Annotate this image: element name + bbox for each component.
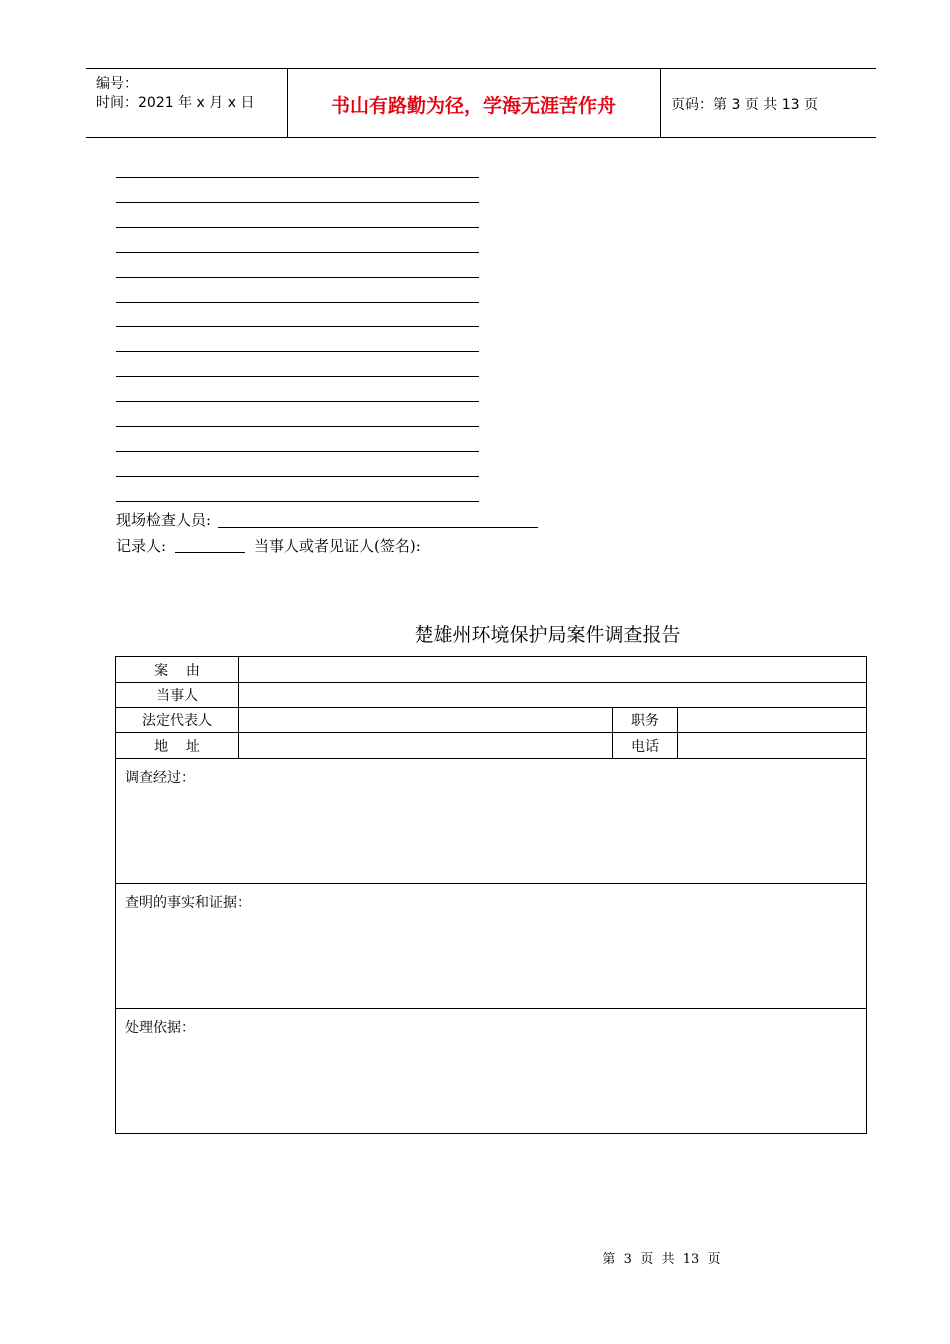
- table-row: [116, 683, 867, 708]
- case-cause-field[interactable]: [239, 657, 867, 683]
- table-row: [116, 759, 867, 884]
- address-label: 地 址: [116, 733, 239, 759]
- investigation-process-field[interactable]: [116, 759, 867, 884]
- report-title: 楚雄州环境保护局案件调查报告: [414, 624, 681, 646]
- ruled-line: [116, 177, 479, 178]
- handling-basis-field[interactable]: [116, 1009, 867, 1134]
- ruled-line: [116, 426, 479, 427]
- recorder-signature-line[interactable]: [175, 552, 245, 553]
- legal-rep-field[interactable]: [239, 708, 613, 733]
- inspectors-label: 现场检查人员:: [116, 511, 212, 529]
- ruled-line: [116, 451, 479, 452]
- motto-text: 书山有路勤为径，学海无涯苦作舟: [330, 95, 616, 117]
- party-label: 当事人: [116, 683, 239, 708]
- position-label: 职务: [613, 708, 678, 733]
- ruled-line: [116, 376, 479, 377]
- facts-evidence-field[interactable]: [116, 884, 867, 1009]
- page-header: [86, 68, 876, 138]
- ruled-line: [116, 202, 479, 203]
- phone-label: 电话: [613, 733, 678, 759]
- header-page-number: 页码：第 3 页 共 13 页: [671, 97, 818, 113]
- party-field[interactable]: [239, 683, 867, 708]
- serial-label: 编号：: [96, 76, 138, 92]
- inspectors-signature-line[interactable]: [218, 527, 538, 528]
- ruled-line: [116, 227, 479, 228]
- address-field[interactable]: [239, 733, 613, 759]
- ruled-line: [116, 401, 479, 402]
- header-motto-cell: [287, 69, 661, 137]
- case-cause-label: 案 由: [116, 657, 239, 683]
- header-page-cell: [661, 69, 876, 137]
- table-row: [116, 708, 867, 733]
- phone-field[interactable]: [678, 733, 867, 759]
- table-row: [116, 657, 867, 683]
- report-table: [115, 656, 867, 1134]
- ruled-line: [116, 326, 479, 327]
- ruled-line: [116, 277, 479, 278]
- ruled-line: [116, 501, 479, 502]
- investigation-process-label: 调查经过：: [125, 770, 195, 786]
- page-footer: 第 3 页 共 13 页: [602, 1252, 721, 1267]
- handling-basis-label: 处理依据：: [125, 1020, 195, 1036]
- legal-rep-label: 法定代表人: [116, 708, 239, 733]
- position-field[interactable]: [678, 708, 867, 733]
- ruled-line: [116, 302, 479, 303]
- ruled-line: [116, 252, 479, 253]
- recorder-label: 记录人:: [116, 537, 167, 555]
- header-meta-cell: [86, 69, 288, 137]
- facts-evidence-label: 查明的事实和证据：: [125, 895, 251, 911]
- witness-label: 当事人或者见证人(签名):: [254, 537, 421, 555]
- table-row: [116, 884, 867, 1009]
- table-row: [116, 1009, 867, 1134]
- time-text: 时间：2021 年 x 月 x 日: [96, 95, 255, 111]
- ruled-line: [116, 476, 479, 477]
- table-row: [116, 733, 867, 759]
- ruled-line: [116, 351, 479, 352]
